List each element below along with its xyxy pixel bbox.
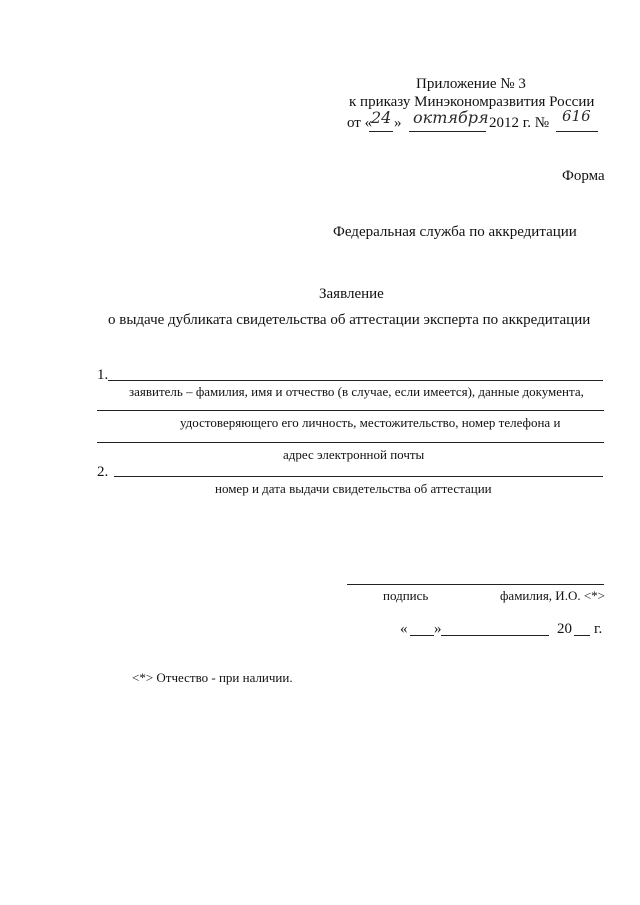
date-year-line[interactable] (574, 635, 590, 636)
agency-name: Федеральная служба по аккредитации (333, 224, 577, 240)
field1-line1[interactable] (108, 380, 603, 381)
signature-line[interactable] (347, 584, 604, 585)
document-title: Заявление (319, 286, 384, 302)
field2-line[interactable] (114, 476, 603, 477)
order-day: 24 (371, 108, 392, 127)
field1-line2[interactable] (97, 410, 604, 411)
field1-caption2: удостоверяющего его личность, местожительство, номер телефона и (180, 415, 561, 430)
date-month-line[interactable] (441, 635, 549, 636)
date-prefix: от « (347, 115, 373, 131)
field2-number: 2. (97, 464, 109, 480)
date-year-prefix: 20 (557, 621, 572, 637)
field1-line3[interactable] (97, 442, 604, 443)
form-label: Форма (562, 168, 605, 184)
field1-caption1: заявитель – фамилия, имя и отчество (в случае, если имеется), данные документа, (129, 384, 584, 399)
order-reference: к приказу Минэкономразвития России (349, 94, 595, 110)
order-number-line (556, 131, 598, 132)
signature-label: подпись (383, 588, 429, 603)
date-close-quote: » (394, 115, 402, 131)
date-open-quote: « (400, 621, 408, 637)
footnote: <*> Отчество - при наличии. (132, 670, 293, 685)
field2-caption: номер и дата выдачи свидетельства об аттестации (215, 481, 492, 496)
date-close-quote2: » (434, 621, 442, 637)
date-year-suffix: г. (594, 621, 603, 637)
appendix-number: Приложение № 3 (416, 76, 526, 92)
date-day-line[interactable] (410, 635, 434, 636)
order-day-line (369, 131, 393, 132)
field1-caption3: адрес электронной почты (283, 447, 425, 462)
document-subtitle: о выдаче дубликата свидетельства об аттестации эксперта по аккредитации (108, 312, 591, 328)
order-year: 2012 г. № (489, 115, 550, 131)
field1-number: 1. (97, 367, 109, 383)
name-label: фамилия, И.О. <*> (500, 588, 605, 603)
order-month-line (409, 131, 486, 132)
order-month: октября (413, 108, 489, 127)
order-number: 616 (562, 107, 591, 125)
